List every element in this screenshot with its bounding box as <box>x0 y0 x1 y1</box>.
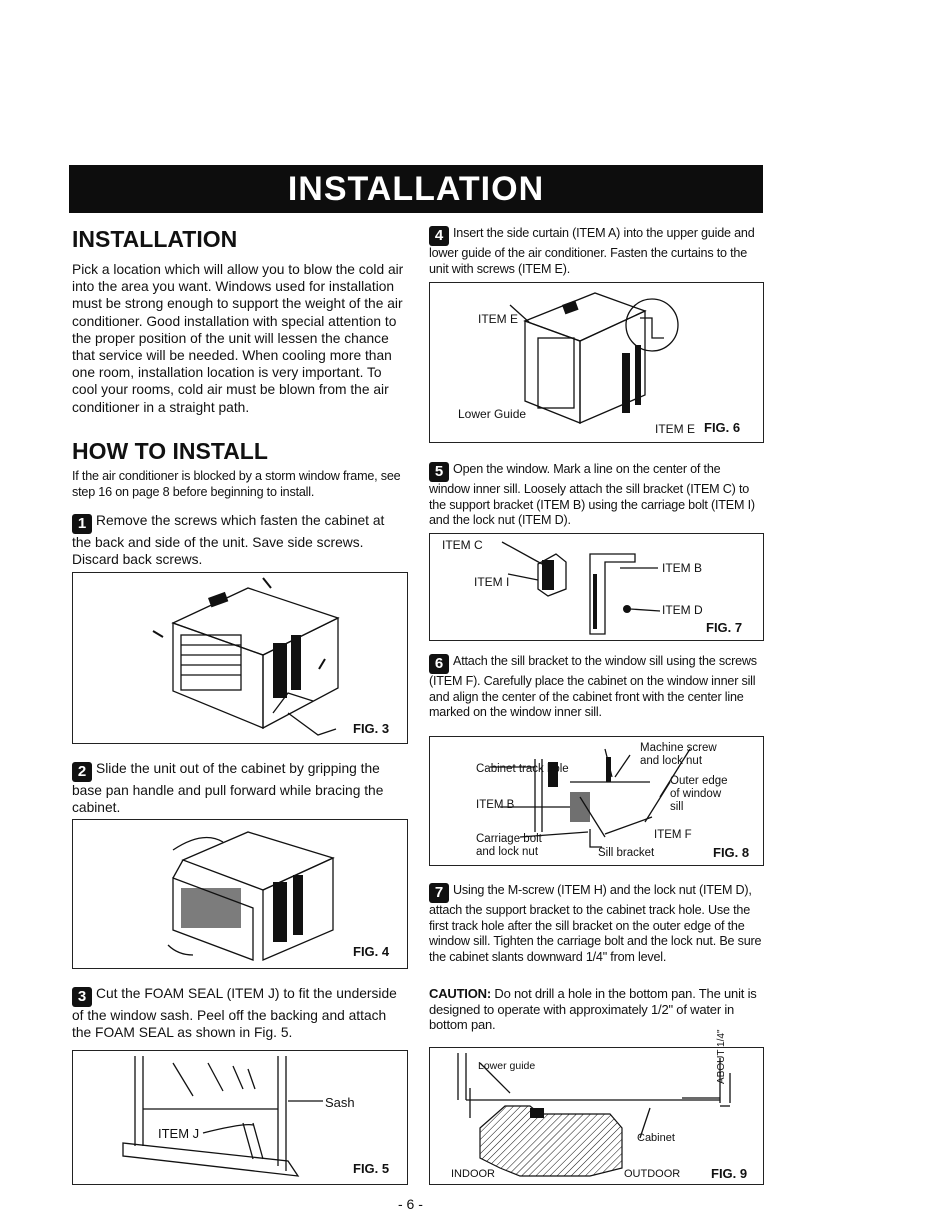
step-5-text: Open the window. Mark a line on the center of the window inner sill. Loosely attach the sill bracket (ITEM C) to the support bracket (ITEM B) using the carriage bolt (ITEM I) and the lock nut (ITEM D). <box>429 462 755 528</box>
figure-3 <box>72 572 408 744</box>
caution-label: CAUTION: <box>429 986 491 1001</box>
installation-heading: INSTALLATION <box>72 226 238 252</box>
figure-6 <box>429 282 764 443</box>
page-number: - 6 - <box>398 1196 423 1212</box>
page-banner <box>69 165 763 213</box>
figure-9-lower-guide: Lower guide <box>478 1060 536 1072</box>
figure-7-item-c: ITEM C <box>442 538 483 552</box>
figure-7-item-d: ITEM D <box>662 603 703 617</box>
figure-7-label: FIG. 7 <box>706 620 743 635</box>
how-to-install-note: If the air conditioner is blocked by a storm window frame, see step 16 on page 8 before beginning to install. <box>72 469 401 499</box>
step-1-text: Remove the screws which fasten the cabinet at the back and side of the unit. Save side screws. Discard back screws. <box>72 513 385 568</box>
step-2-text: Slide the unit out of the cabinet by gripping the base pan handle and pull forward while bracing the cabinet. <box>72 761 384 816</box>
figure-8-outer-edge: Outer edge of window sill <box>670 775 728 813</box>
step-number-4: 4 <box>429 226 449 246</box>
figure-4-label: FIG. 4 <box>353 944 390 959</box>
figure-8-carriage-bolt: Carriage bolt and lock nut <box>476 833 542 858</box>
figure-7-item-i: ITEM I <box>474 575 510 589</box>
figure-8-machine-screw: Machine screw and lock nut <box>640 742 717 767</box>
step-number-2: 2 <box>72 762 92 782</box>
figure-9-about: ABOUT 1/4" <box>716 1029 727 1084</box>
figure-8-cabinet-track: Cabinet track hole <box>476 763 569 775</box>
figure-3-label: FIG. 3 <box>353 721 390 736</box>
figure-7 <box>429 533 764 641</box>
step-7-text: Using the M-screw (ITEM H) and the lock nut (ITEM D), attach the support bracket to the cabinet track hole. Use the first track hole after the sill bracket on the outer edge of the window sill. Tighten the carriage bolt and the lock nut. Be sure the cabinet slants downward 1/4" from level. <box>429 883 762 964</box>
step-4 <box>429 226 763 277</box>
figure-8 <box>429 736 764 866</box>
caution <box>429 986 763 1033</box>
figure-5 <box>72 1050 408 1185</box>
figure-6-lower-guide: Lower Guide <box>458 407 527 421</box>
figure-9-indoor: INDOOR <box>451 1168 495 1180</box>
step-number-5: 5 <box>429 462 449 482</box>
figure-9-label: FIG. 9 <box>711 1166 748 1181</box>
figure-9-outdoor: OUTDOOR <box>624 1168 681 1180</box>
banner-title: INSTALLATION <box>287 170 545 208</box>
step-5 <box>429 462 763 529</box>
step-3 <box>72 985 404 1041</box>
step-2 <box>72 760 404 816</box>
figure-5-sash-label: Sash <box>325 1095 355 1110</box>
step-number-1: 1 <box>72 514 92 534</box>
step-1 <box>72 512 404 568</box>
step-number-6: 6 <box>429 654 449 674</box>
step-6 <box>429 654 763 721</box>
step-7 <box>429 883 763 965</box>
how-to-install-heading: HOW TO INSTALL <box>72 438 268 464</box>
figure-5-label: FIG. 5 <box>353 1161 390 1176</box>
figure-6-item-e-bottom: ITEM E <box>655 422 696 436</box>
figure-6-label: FIG. 6 <box>704 420 741 435</box>
step-number-3: 3 <box>72 987 92 1007</box>
caution-text: Do not drill a hole in the bottom pan. The unit is designed to operate with approximately 1/2" of water in bottom pan. <box>429 986 757 1033</box>
step-6-text: Attach the sill bracket to the window sill using the screws (ITEM F). Carefully place the cabinet on the window inner sill and align the center of the cabinet front with the center line marked on the window inner sill. <box>429 654 757 720</box>
installation-text: Pick a location which will allow you to blow the cold air into the area you want. Windows used for installation must be strong enough to support the weight of the air conditioner. Good installation with special attention to the proper position of the unit will lessen the chance that service will be needed. When cooling more than one room, installation location is very important. To cool your rooms, cold air must be blown from the air conditioner in a straight path. <box>72 262 404 415</box>
figure-8-sill-bracket: Sill bracket <box>598 847 655 859</box>
figure-8-item-f: ITEM F <box>654 829 692 841</box>
figure-5-item-j-label: ITEM J <box>158 1126 200 1141</box>
figure-6-item-e-top: ITEM E <box>478 312 519 326</box>
step-3-text: Cut the FOAM SEAL (ITEM J) to fit the underside of the window sash. Peel off the backing and attach the FOAM SEAL as shown in Fig. 5. <box>72 986 397 1040</box>
ac-unit-screws-illustration <box>73 573 407 743</box>
figure-8-label: FIG. 8 <box>713 845 750 860</box>
figure-9 <box>429 1029 764 1185</box>
figure-4 <box>72 819 408 969</box>
figure-8-item-b: ITEM B <box>476 799 515 811</box>
step-number-7: 7 <box>429 883 449 903</box>
figure-9-cabinet: Cabinet <box>637 1132 675 1144</box>
figure-7-item-b: ITEM B <box>662 561 703 575</box>
step-4-text: Insert the side curtain (ITEM A) into the upper guide and lower guide of the air conditioner. Fasten the curtains to the unit with screws (ITEM E). <box>429 226 755 276</box>
